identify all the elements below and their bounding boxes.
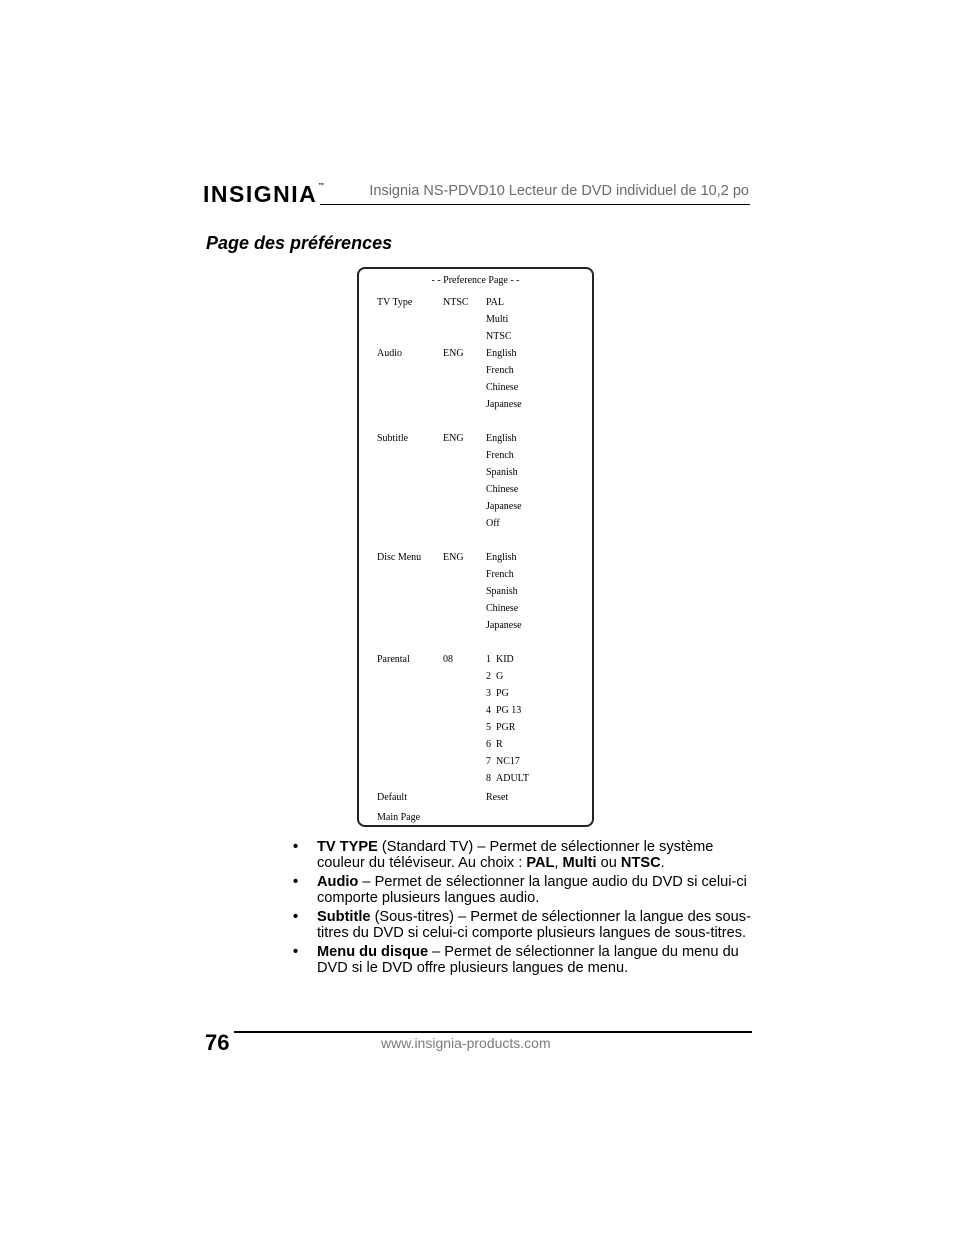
menu-option: Japanese [486, 501, 522, 512]
preference-menu-screen [357, 267, 594, 827]
bullet-item [293, 874, 753, 906]
bullet-item [293, 944, 753, 976]
menu-option: 3 PG [486, 688, 509, 699]
menu-option: Chinese [486, 603, 519, 614]
menu-option: French [486, 365, 514, 376]
footer-url: www.insignia-products.com [381, 1035, 551, 1051]
insignia-logo [203, 183, 324, 206]
menu-option: French [486, 569, 514, 580]
menu-item-label: Main Page [377, 812, 421, 823]
logo-text: INSIGNIA [203, 181, 318, 207]
bullet-text: , [554, 855, 563, 871]
menu-item-label: Audio [377, 348, 402, 359]
menu-option: Multi [486, 314, 509, 325]
bullet-text: – Permet de sélectionner la langue audio du DVD si celui-ci comporte plusieurs langues audio. [317, 874, 747, 906]
menu-option: Spanish [486, 467, 518, 478]
bullet-text: . [660, 855, 665, 871]
menu-item-value: 08 [443, 654, 453, 665]
menu-item-value: ENG [443, 433, 464, 444]
page-number: 76 [205, 1030, 230, 1055]
menu-item-label: Subtitle [377, 433, 409, 444]
logo-trademark: ™ [318, 183, 325, 189]
bullet-emphasis: NTSC [620, 855, 661, 871]
bullet-dot-icon: • [293, 944, 299, 960]
bullet-dot-icon: • [293, 874, 299, 890]
bullet-item [293, 909, 753, 941]
menu-option: English [486, 552, 517, 563]
bullet-text: (Sous-titres) – Permet de sélectionner la langue des sous-titres du DVD si celui-ci comporte plusieurs langues de sous-titres. [317, 909, 751, 941]
menu-item-value: ENG [443, 552, 464, 563]
menu-option: 4 PG 13 [486, 705, 522, 716]
menu-option: 5 PGR [486, 722, 516, 733]
menu-item-label: Default [377, 792, 407, 803]
menu-item-label: Parental [377, 654, 410, 665]
menu-option: 8 ADULT [486, 773, 529, 784]
menu-option: PAL [486, 297, 504, 308]
menu-heading: - - Preference Page - - [431, 275, 520, 286]
menu-item-value: NTSC [443, 297, 469, 308]
footer-rule [234, 1031, 752, 1033]
header-title: Insignia NS-PDVD10 Lecteur de DVD individuel de 10,2 po [369, 183, 749, 199]
menu-option: Spanish [486, 586, 518, 597]
menu-option: Reset [486, 792, 509, 803]
bullet-term: Menu du disque [317, 944, 429, 960]
menu-option: Chinese [486, 484, 519, 495]
bullet-text: ou [596, 855, 621, 871]
bullet-term: Audio [317, 874, 359, 890]
menu-option: 2 G [486, 671, 504, 682]
bullet-term: Subtitle [317, 909, 371, 925]
bullet-emphasis: PAL [526, 855, 555, 871]
menu-item-value: ENG [443, 348, 464, 359]
menu-option: French [486, 450, 514, 461]
menu-option: 6 R [486, 739, 503, 750]
bullet-term: TV TYPE [317, 839, 378, 855]
menu-item-label: Disc Menu [377, 552, 422, 563]
bullet-text: – Permet de sélectionner la langue du menu du DVD si le DVD offre plusieurs langues de menu. [317, 944, 739, 976]
bullet-text: (Standard TV) – Permet de sélectionner le système couleur du téléviseur. Au choix : [317, 839, 714, 871]
menu-option: Japanese [486, 399, 522, 410]
menu-item-label: TV Type [377, 297, 413, 308]
menu-option: English [486, 433, 517, 444]
menu-option: Chinese [486, 382, 519, 393]
header-rule [320, 204, 750, 205]
menu-option: NTSC [486, 331, 512, 342]
menu-option: 1 KID [486, 654, 514, 665]
bullet-dot-icon: • [293, 909, 299, 925]
bullet-list [293, 839, 753, 979]
menu-option: English [486, 348, 517, 359]
bullet-emphasis: Multi [562, 855, 597, 871]
menu-option: Off [486, 518, 500, 529]
bullet-item [293, 839, 753, 871]
menu-option: 7 NC17 [486, 756, 520, 767]
section-title: Page des préférences [206, 233, 393, 253]
bullet-dot-icon: • [293, 839, 299, 855]
menu-option: Japanese [486, 620, 522, 631]
